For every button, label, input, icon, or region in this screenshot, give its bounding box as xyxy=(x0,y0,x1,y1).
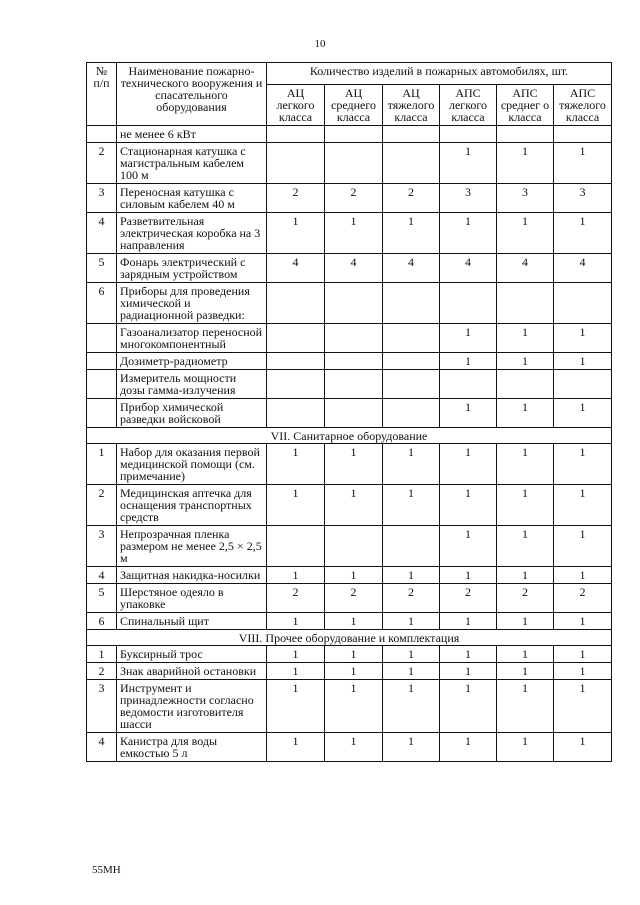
row-quantity: 1 xyxy=(383,680,440,733)
row-number: 4 xyxy=(87,213,117,254)
section-8-body xyxy=(87,646,612,762)
row-quantity: 1 xyxy=(440,613,497,630)
section-title: VII. Санитарное оборудование xyxy=(87,428,612,444)
row-quantity: 3 xyxy=(554,184,612,213)
row-quantity: 4 xyxy=(440,254,497,283)
row-number xyxy=(87,353,117,370)
row-number: 2 xyxy=(87,663,117,680)
table-row xyxy=(87,663,612,680)
row-quantity: 1 xyxy=(440,213,497,254)
table-row xyxy=(87,370,612,399)
row-number xyxy=(87,399,117,428)
row-item-name: Прибор химической разведки войсковой xyxy=(117,399,267,428)
row-item-name: не менее 6 кВт xyxy=(117,126,267,143)
row-quantity: 3 xyxy=(440,184,497,213)
row-quantity xyxy=(325,283,383,324)
table-row xyxy=(87,646,612,663)
row-quantity: 1 xyxy=(267,613,325,630)
row-quantity: 1 xyxy=(497,485,554,526)
row-quantity xyxy=(383,370,440,399)
row-quantity: 1 xyxy=(440,733,497,762)
table-row xyxy=(87,444,612,485)
row-quantity: 1 xyxy=(497,733,554,762)
row-quantity xyxy=(383,324,440,353)
table-row xyxy=(87,283,612,324)
row-quantity: 1 xyxy=(440,646,497,663)
row-quantity: 1 xyxy=(554,324,612,353)
row-quantity: 4 xyxy=(497,254,554,283)
row-quantity xyxy=(497,370,554,399)
table-row xyxy=(87,143,612,184)
row-quantity: 1 xyxy=(325,733,383,762)
section-7-body xyxy=(87,444,612,630)
row-quantity xyxy=(497,126,554,143)
row-quantity: 1 xyxy=(440,143,497,184)
table-row xyxy=(87,213,612,254)
row-quantity: 1 xyxy=(267,733,325,762)
footer-code: 55МН xyxy=(92,864,121,876)
row-quantity xyxy=(267,283,325,324)
row-number: 2 xyxy=(87,485,117,526)
row-item-name: Дозиметр-радиометр xyxy=(117,353,267,370)
row-number: 1 xyxy=(87,444,117,485)
row-quantity xyxy=(383,126,440,143)
table-row xyxy=(87,485,612,526)
row-quantity xyxy=(554,370,612,399)
row-item-name: Непрозрачная пленка размером не менее 2,5 × 2,5 м xyxy=(117,526,267,567)
row-number: 6 xyxy=(87,613,117,630)
row-quantity: 1 xyxy=(440,485,497,526)
row-quantity: 1 xyxy=(383,444,440,485)
row-item-name: Защитная накидка-носилки xyxy=(117,567,267,584)
row-number: 1 xyxy=(87,646,117,663)
row-quantity xyxy=(554,283,612,324)
row-item-name: Измеритель мощности дозы гамма-излучения xyxy=(117,370,267,399)
row-quantity: 1 xyxy=(325,680,383,733)
row-quantity: 1 xyxy=(325,485,383,526)
row-quantity: 1 xyxy=(554,680,612,733)
row-quantity xyxy=(383,353,440,370)
row-quantity: 1 xyxy=(383,663,440,680)
row-number: 5 xyxy=(87,254,117,283)
row-quantity: 1 xyxy=(554,646,612,663)
row-quantity: 1 xyxy=(497,567,554,584)
header-num: № п/п xyxy=(87,63,117,126)
row-item-name: Знак аварийной остановки xyxy=(117,663,267,680)
header-quantity: Количество изделий в пожарных автомобилях, шт. xyxy=(267,63,612,85)
row-quantity xyxy=(440,283,497,324)
row-quantity: 1 xyxy=(267,663,325,680)
row-quantity: 4 xyxy=(325,254,383,283)
row-quantity xyxy=(325,126,383,143)
row-quantity: 1 xyxy=(554,663,612,680)
equipment-table xyxy=(86,62,612,762)
row-quantity: 1 xyxy=(267,567,325,584)
header-name: Наименование пожарно-технического вооружения и спасательного оборудования xyxy=(117,63,267,126)
row-number: 2 xyxy=(87,143,117,184)
row-quantity: 1 xyxy=(497,613,554,630)
row-quantity xyxy=(383,283,440,324)
row-quantity xyxy=(267,399,325,428)
header-col: АПС среднег о класса xyxy=(497,85,554,126)
table-row xyxy=(87,184,612,213)
row-quantity: 2 xyxy=(440,584,497,613)
row-quantity: 1 xyxy=(440,399,497,428)
row-number: 4 xyxy=(87,567,117,584)
row-quantity: 1 xyxy=(497,526,554,567)
table-row xyxy=(87,733,612,762)
row-item-name: Спинальный щит xyxy=(117,613,267,630)
row-number: 6 xyxy=(87,283,117,324)
row-quantity: 1 xyxy=(554,143,612,184)
row-quantity: 1 xyxy=(497,324,554,353)
row-item-name: Фонарь электрический с зарядным устройством xyxy=(117,254,267,283)
row-quantity: 1 xyxy=(554,526,612,567)
row-quantity: 2 xyxy=(267,184,325,213)
row-quantity xyxy=(325,143,383,184)
row-quantity: 1 xyxy=(497,213,554,254)
row-quantity: 1 xyxy=(440,526,497,567)
row-quantity: 1 xyxy=(497,353,554,370)
row-quantity: 2 xyxy=(554,584,612,613)
row-quantity: 4 xyxy=(383,254,440,283)
row-quantity: 3 xyxy=(497,184,554,213)
row-quantity xyxy=(383,399,440,428)
row-quantity: 1 xyxy=(383,485,440,526)
row-quantity: 2 xyxy=(325,184,383,213)
row-quantity: 1 xyxy=(554,733,612,762)
row-quantity: 1 xyxy=(440,444,497,485)
row-quantity xyxy=(267,126,325,143)
row-item-name: Стационарная катушка с магистральным кабелем 100 м xyxy=(117,143,267,184)
row-number xyxy=(87,126,117,143)
row-number: 3 xyxy=(87,680,117,733)
row-quantity xyxy=(383,526,440,567)
row-number: 5 xyxy=(87,584,117,613)
row-quantity: 1 xyxy=(554,399,612,428)
row-item-name: Инструмент и принадлежности согласно ведомости изготовителя шасси xyxy=(117,680,267,733)
row-quantity xyxy=(267,526,325,567)
row-item-name: Разветвительная электрическая коробка на 3 направления xyxy=(117,213,267,254)
row-number: 3 xyxy=(87,526,117,567)
row-quantity: 1 xyxy=(554,444,612,485)
header-col: АЦ среднего класса xyxy=(325,85,383,126)
row-quantity: 1 xyxy=(497,663,554,680)
row-quantity xyxy=(383,143,440,184)
table-row xyxy=(87,680,612,733)
table-body xyxy=(87,126,612,428)
row-number: 4 xyxy=(87,733,117,762)
row-quantity: 1 xyxy=(440,353,497,370)
row-quantity xyxy=(440,126,497,143)
row-quantity xyxy=(497,283,554,324)
page-number: 10 xyxy=(314,38,326,50)
row-quantity xyxy=(325,526,383,567)
row-quantity: 2 xyxy=(383,184,440,213)
row-quantity: 1 xyxy=(383,613,440,630)
row-quantity: 1 xyxy=(554,567,612,584)
row-quantity: 2 xyxy=(383,584,440,613)
header-col: АЦ тяжелого класса xyxy=(383,85,440,126)
row-item-name: Шерстяное одеяло в упаковке xyxy=(117,584,267,613)
row-item-name: Медицинская аптечка для оснащения транспортных средств xyxy=(117,485,267,526)
row-quantity: 1 xyxy=(325,213,383,254)
row-quantity: 1 xyxy=(440,567,497,584)
table-row xyxy=(87,526,612,567)
row-quantity: 2 xyxy=(497,584,554,613)
row-item-name: Приборы для проведения химической и радиационной разведки: xyxy=(117,283,267,324)
row-quantity xyxy=(440,370,497,399)
row-quantity: 4 xyxy=(267,254,325,283)
row-quantity: 4 xyxy=(554,254,612,283)
header-col: АПС легкого класса xyxy=(440,85,497,126)
row-quantity: 1 xyxy=(554,485,612,526)
row-quantity: 1 xyxy=(267,213,325,254)
row-quantity: 1 xyxy=(554,613,612,630)
row-quantity: 1 xyxy=(440,680,497,733)
table-row xyxy=(87,584,612,613)
table-row xyxy=(87,254,612,283)
table-row xyxy=(87,324,612,353)
row-quantity: 1 xyxy=(383,213,440,254)
header-col: АЦ легкого класса xyxy=(267,85,325,126)
row-quantity: 1 xyxy=(325,613,383,630)
row-quantity xyxy=(267,353,325,370)
row-quantity xyxy=(325,370,383,399)
row-item-name: Набор для оказания первой медицинской помощи (см. примечание) xyxy=(117,444,267,485)
row-quantity: 1 xyxy=(497,646,554,663)
table-row xyxy=(87,399,612,428)
row-quantity: 1 xyxy=(325,567,383,584)
row-quantity: 1 xyxy=(325,663,383,680)
row-quantity: 1 xyxy=(497,680,554,733)
table-row xyxy=(87,567,612,584)
row-quantity: 2 xyxy=(267,584,325,613)
row-quantity xyxy=(267,143,325,184)
row-quantity: 1 xyxy=(325,444,383,485)
row-item-name: Канистра для воды емкостью 5 л xyxy=(117,733,267,762)
row-quantity: 1 xyxy=(383,646,440,663)
row-number xyxy=(87,324,117,353)
table-row xyxy=(87,353,612,370)
row-quantity: 1 xyxy=(440,324,497,353)
row-quantity: 1 xyxy=(267,485,325,526)
row-quantity: 1 xyxy=(440,663,497,680)
row-quantity xyxy=(554,126,612,143)
row-item-name: Буксирный трос xyxy=(117,646,267,663)
table-row xyxy=(87,126,612,143)
row-quantity: 1 xyxy=(383,567,440,584)
row-quantity: 1 xyxy=(554,213,612,254)
row-quantity: 1 xyxy=(554,353,612,370)
row-quantity: 1 xyxy=(497,399,554,428)
row-item-name: Газоанализатор переносной многокомпонентный xyxy=(117,324,267,353)
row-quantity xyxy=(267,370,325,399)
row-quantity xyxy=(267,324,325,353)
row-quantity xyxy=(325,399,383,428)
row-quantity: 1 xyxy=(325,646,383,663)
row-item-name: Переносная катушка с силовым кабелем 40 м xyxy=(117,184,267,213)
row-quantity: 1 xyxy=(497,143,554,184)
section-title: VIII. Прочее оборудование и комплектация xyxy=(87,630,612,646)
row-quantity: 1 xyxy=(383,733,440,762)
row-quantity: 1 xyxy=(267,646,325,663)
row-quantity: 1 xyxy=(497,444,554,485)
row-number xyxy=(87,370,117,399)
row-quantity: 1 xyxy=(267,444,325,485)
table-row xyxy=(87,613,612,630)
row-quantity: 2 xyxy=(325,584,383,613)
row-quantity xyxy=(325,324,383,353)
header-col: АПС тяжелого класса xyxy=(554,85,612,126)
row-quantity xyxy=(325,353,383,370)
row-number: 3 xyxy=(87,184,117,213)
row-quantity: 1 xyxy=(267,680,325,733)
